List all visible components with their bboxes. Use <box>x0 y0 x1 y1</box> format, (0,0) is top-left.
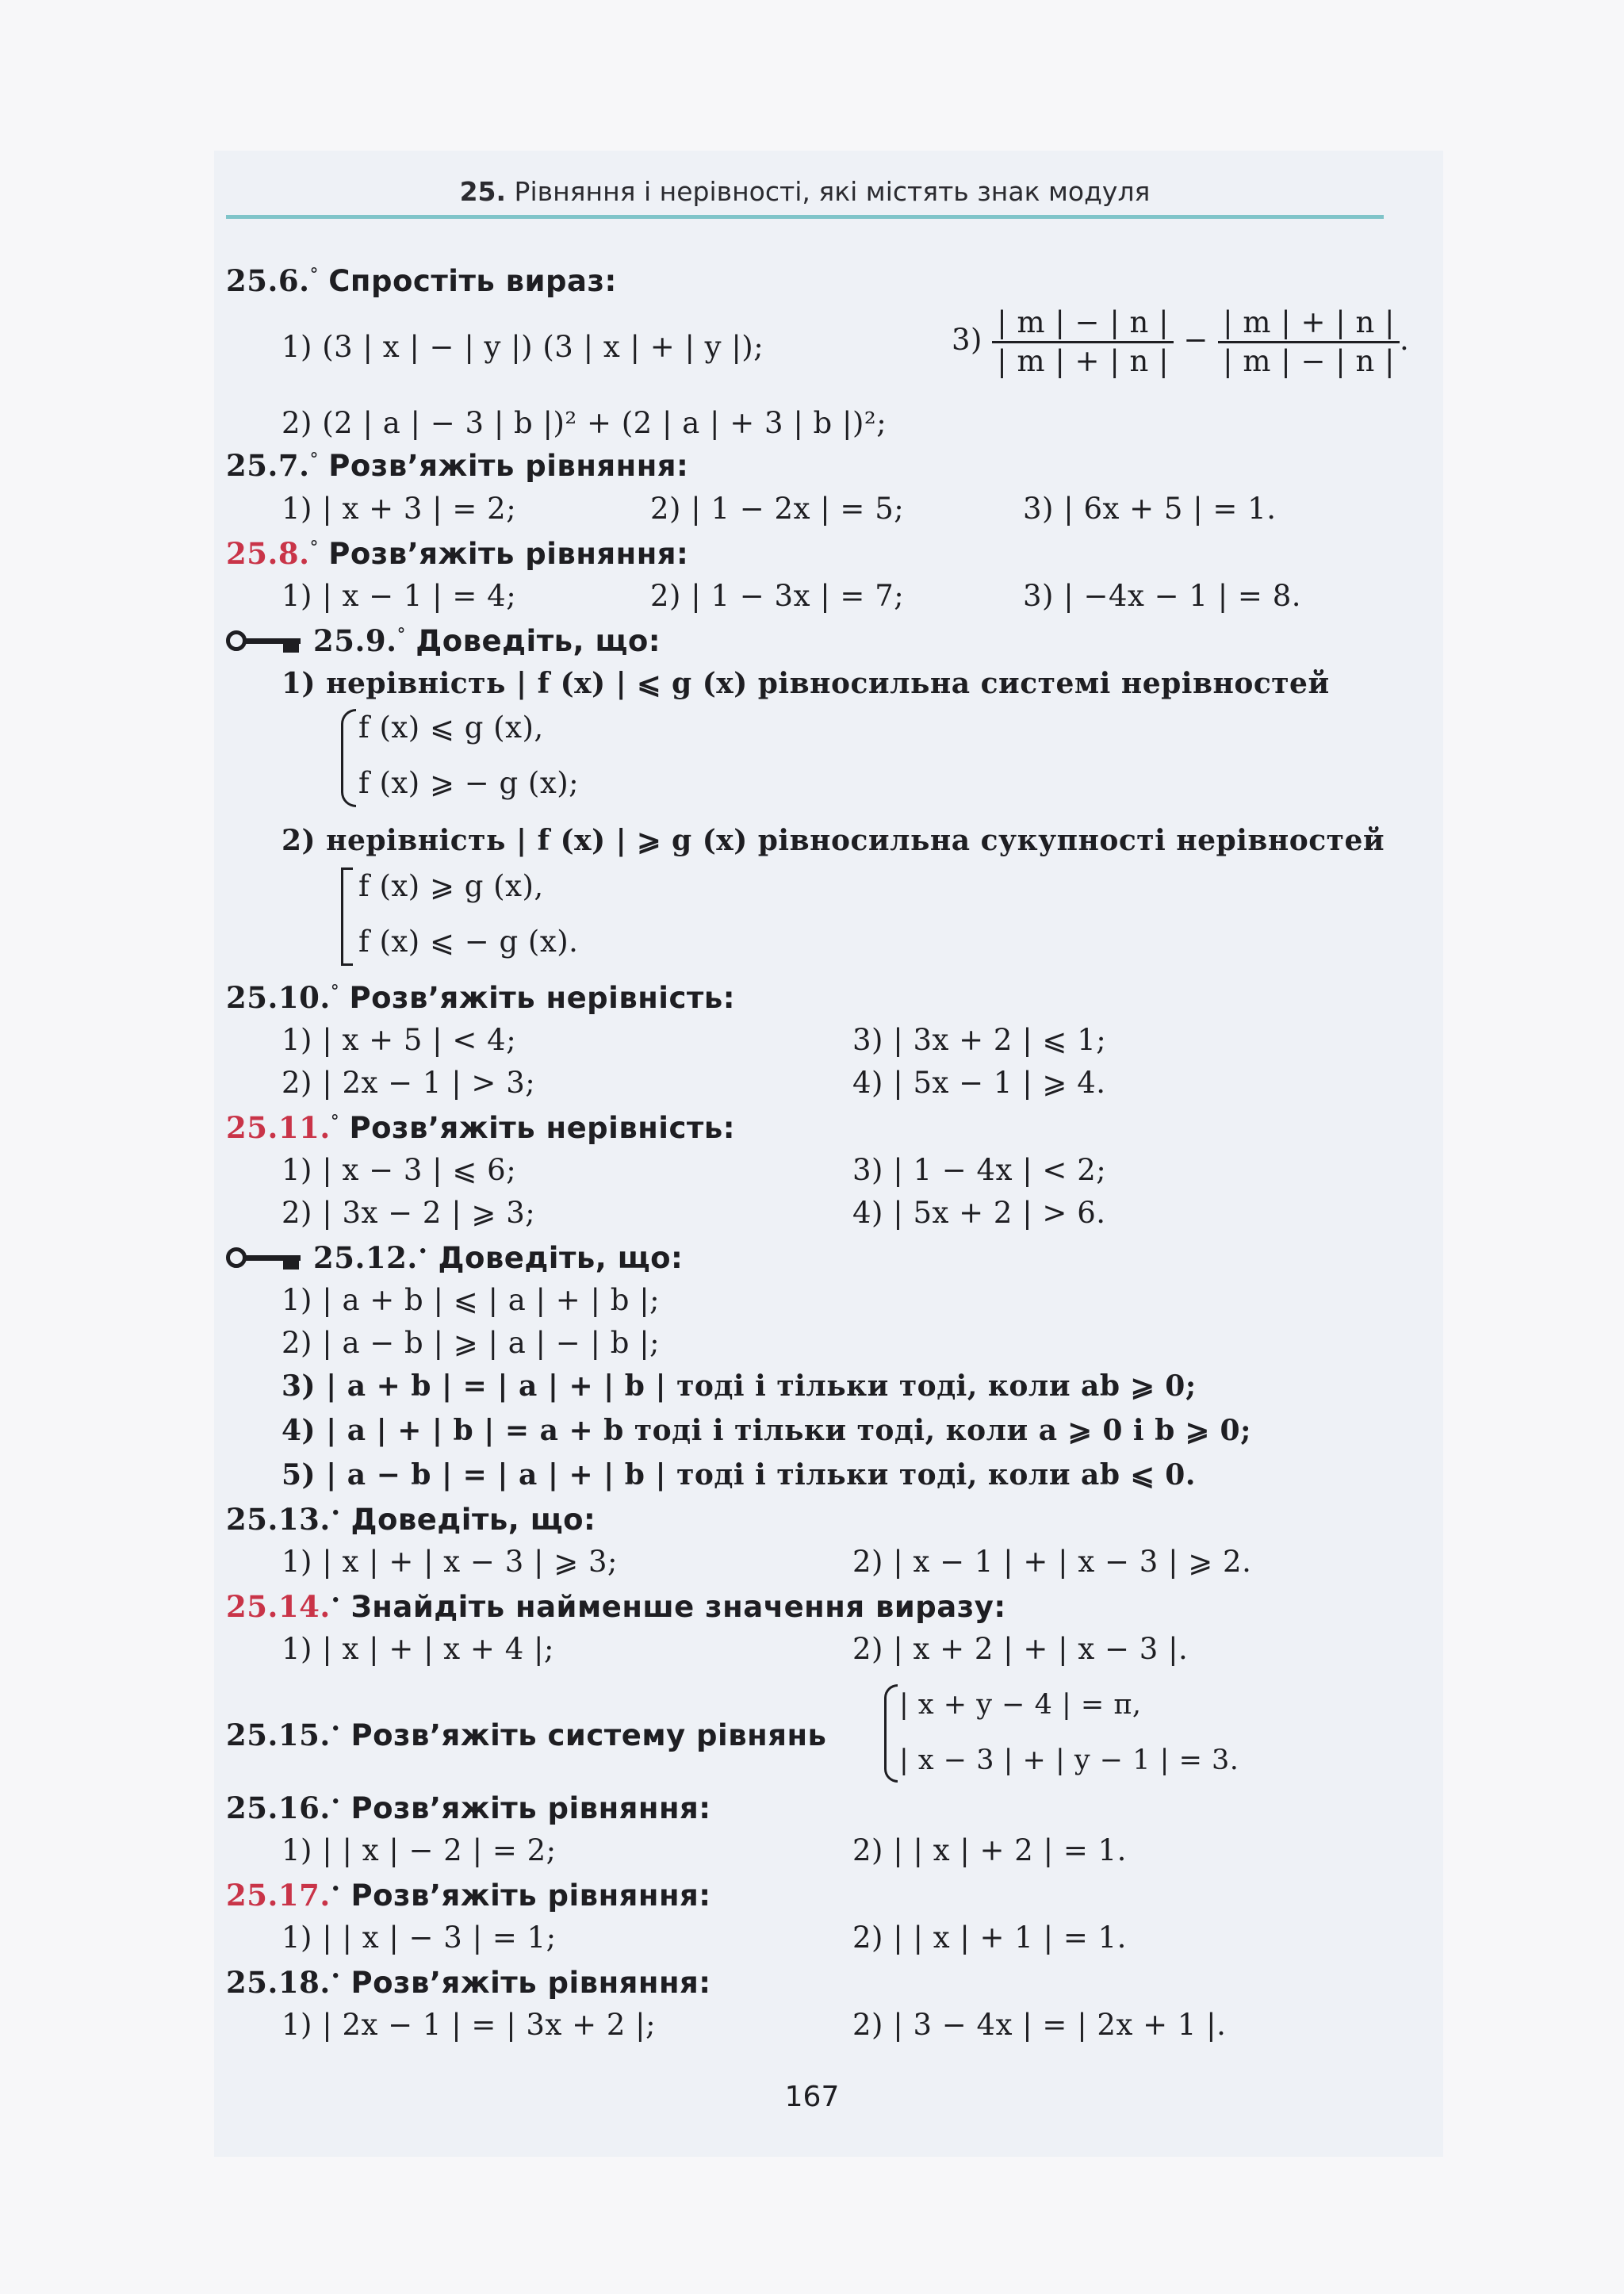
item-label: 3) <box>952 323 982 357</box>
item-25-18-2: 2) | 3 − 4x | = | 2x + 1 |. <box>852 2008 1227 2042</box>
problem-number: 25.8. <box>226 536 310 571</box>
collection-line-1: f (x) ⩾ g (x), <box>358 869 544 903</box>
item-25-10-3: 3) | 3x + 2 | ⩽ 1; <box>852 1023 1107 1057</box>
item-25-18-1: 1) | 2x − 1 | = | 3x + 2 |; <box>282 2008 657 2042</box>
problem-title: Знайдіть найменше значення виразу: <box>350 1590 1006 1624</box>
item-25-8-3: 3) | −4x − 1 | = 8. <box>1023 579 1301 613</box>
problem-title: Доведіть, що: <box>350 1503 596 1537</box>
fraction-denominator: | m | − | n | <box>1223 344 1396 378</box>
item-25-6-2: 2) (2 | a | − 3 | b |)² + (2 | a | + 3 | b |)²; <box>282 406 887 440</box>
item-25-9-2: 2) нерівність | f (x) | ⩾ g (x) рівносильна сукупності нерівностей <box>282 824 1385 857</box>
difficulty-mark: • <box>330 1503 342 1524</box>
problem-25-11-heading <box>226 1109 735 1147</box>
problem-number: 25.17. <box>226 1878 331 1913</box>
item-25-17-1: 1) | | x | − 3 | = 1; <box>282 1921 557 1955</box>
problem-25-13-heading <box>226 1500 596 1539</box>
fraction-1 <box>992 304 1174 380</box>
header-rule <box>226 215 1384 219</box>
problem-25-6-heading <box>226 262 617 301</box>
system-equation-1: | x + y − 4 | = π, <box>899 1689 1142 1721</box>
item-25-14-1: 1) | x | + | x + 4 |; <box>282 1632 554 1666</box>
section-number: 25. <box>459 176 507 207</box>
minus-sign: − <box>1183 323 1208 357</box>
problem-25-16-heading <box>226 1789 711 1828</box>
item-25-8-2: 2) | 1 − 3x | = 7; <box>650 579 905 613</box>
item-25-13-2: 2) | x − 1 | + | x − 3 | ⩾ 2. <box>852 1545 1252 1579</box>
problem-number: 25.10. <box>226 980 331 1015</box>
item-25-6-3 <box>952 304 1409 380</box>
difficulty-mark: ° <box>309 265 319 285</box>
difficulty-mark: ° <box>309 538 319 558</box>
problem-number: 25.6. <box>226 263 310 298</box>
difficulty-mark: ° <box>330 1112 340 1132</box>
system-line-2: f (x) ⩾ − g (x); <box>358 766 580 800</box>
item-25-12-2: 2) | a − b | ⩾ | a | − | b |; <box>282 1326 661 1360</box>
key-icon <box>226 1246 305 1271</box>
system-brace <box>884 1684 898 1783</box>
problem-title: Доведіть, що: <box>438 1241 684 1275</box>
fraction-numerator: | m | − | n | <box>992 304 1174 343</box>
problem-25-8-heading <box>226 534 688 573</box>
problem-25-15-heading <box>226 1716 826 1755</box>
difficulty-mark: • <box>330 1792 342 1813</box>
difficulty-mark: • <box>330 1719 342 1740</box>
difficulty-mark: • <box>330 1591 342 1611</box>
difficulty-mark: • <box>417 1242 429 1262</box>
difficulty-mark: ° <box>309 450 319 470</box>
item-25-14-2: 2) | x + 2 | + | x − 3 |. <box>852 1632 1189 1666</box>
problem-number: 25.15. <box>226 1718 331 1752</box>
page-header <box>226 176 1384 207</box>
system-brace <box>341 709 356 807</box>
problem-25-9-heading <box>226 622 661 661</box>
item-25-16-2: 2) | | x | + 2 | = 1. <box>852 1833 1127 1867</box>
item-25-13-1: 1) | x | + | x − 3 | ⩾ 3; <box>282 1545 618 1579</box>
problem-number: 25.12. <box>313 1240 418 1275</box>
collection-bracket <box>341 867 353 966</box>
item-25-10-4: 4) | 5x − 1 | ⩾ 4. <box>852 1066 1106 1100</box>
item-25-11-3: 3) | 1 − 4x | < 2; <box>852 1153 1107 1187</box>
problem-number: 25.18. <box>226 1965 331 2000</box>
problem-number: 25.16. <box>226 1790 331 1825</box>
problem-title: Розв’яжіть рівняння: <box>328 449 689 483</box>
problem-title: Розв’яжіть рівняння: <box>328 537 689 571</box>
problem-number: 25.11. <box>226 1110 331 1145</box>
fraction-2 <box>1218 304 1400 380</box>
item-25-7-2: 2) | 1 − 2x | = 5; <box>650 492 905 526</box>
item-25-8-1: 1) | x − 1 | = 4; <box>282 579 517 613</box>
problem-25-14-heading <box>226 1587 1006 1626</box>
item-25-6-1: 1) (3 | x | − | y |) (3 | x | + | y |); <box>282 330 764 364</box>
problem-25-10-heading <box>226 978 735 1017</box>
fraction-numerator: | m | + | n | <box>1218 304 1400 343</box>
difficulty-mark: • <box>330 1879 342 1900</box>
problem-title: Розв’яжіть нерівність: <box>349 981 736 1015</box>
system-line-1: f (x) ⩽ g (x), <box>358 710 544 745</box>
item-25-7-1: 1) | x + 3 | = 2; <box>282 492 517 526</box>
problem-number: 25.13. <box>226 1502 331 1537</box>
item-25-11-4: 4) | 5x + 2 | > 6. <box>852 1196 1106 1230</box>
item-25-16-1: 1) | | x | − 2 | = 2; <box>282 1833 557 1867</box>
item-25-12-3: 3) | a + b | = | a | + | b | тоді і тільки тоді, коли ab ⩾ 0; <box>282 1369 1197 1403</box>
problem-title: Розв’яжіть рівняння: <box>350 1878 711 1913</box>
problem-title: Розв’яжіть нерівність: <box>349 1111 736 1145</box>
item-25-11-1: 1) | x − 3 | ⩽ 6; <box>282 1153 517 1187</box>
item-25-9-1: 1) нерівність | f (x) | ⩽ g (x) рівносильна системі нерівностей <box>282 667 1330 700</box>
problem-25-12-heading <box>226 1239 683 1277</box>
problem-25-18-heading <box>226 1963 711 2002</box>
section-title: Рівняння і нерівності, які містять знак модуля <box>514 176 1151 207</box>
item-25-7-3: 3) | 6x + 5 | = 1. <box>1023 492 1277 526</box>
item-25-12-5: 5) | a − b | = | a | + | b | тоді і тільки тоді, коли ab ⩽ 0. <box>282 1458 1196 1492</box>
problem-25-7-heading <box>226 446 688 485</box>
collection-line-2: f (x) ⩽ − g (x). <box>358 925 579 959</box>
problem-title: Розв’яжіть рівняння: <box>350 1791 711 1825</box>
item-25-11-2: 2) | 3x − 2 | ⩾ 3; <box>282 1196 536 1230</box>
item-25-12-4: 4) | a | + | b | = a + b тоді і тільки тоді, коли a ⩾ 0 і b ⩾ 0; <box>282 1414 1251 1447</box>
item-25-10-1: 1) | x + 5 | < 4; <box>282 1023 517 1057</box>
fraction-denominator: | m | + | n | <box>997 344 1170 378</box>
system-equation-2: | x − 3 | + | y − 1 | = 3. <box>899 1744 1239 1776</box>
key-icon <box>226 629 305 654</box>
item-25-17-2: 2) | | x | + 1 | = 1. <box>852 1921 1127 1955</box>
problem-title: Розв’яжіть рівняння: <box>350 1966 711 2000</box>
difficulty-mark: ° <box>396 625 406 645</box>
page-number: 167 <box>784 2081 840 2113</box>
difficulty-mark: • <box>330 1967 342 1987</box>
problem-title: Доведіть, що: <box>416 624 661 658</box>
problem-title: Спростіть вираз: <box>328 264 617 298</box>
problem-25-17-heading <box>226 1876 711 1915</box>
problem-number: 25.7. <box>226 448 310 483</box>
item-25-10-2: 2) | 2x − 1 | > 3; <box>282 1066 536 1100</box>
period: . <box>1400 323 1410 357</box>
problem-number: 25.14. <box>226 1589 331 1624</box>
item-25-12-1: 1) | a + b | ⩽ | a | + | b |; <box>282 1283 661 1317</box>
problem-title: Розв’яжіть систему рівнянь <box>350 1718 827 1752</box>
difficulty-mark: ° <box>330 982 340 1002</box>
problem-number: 25.9. <box>313 623 397 658</box>
